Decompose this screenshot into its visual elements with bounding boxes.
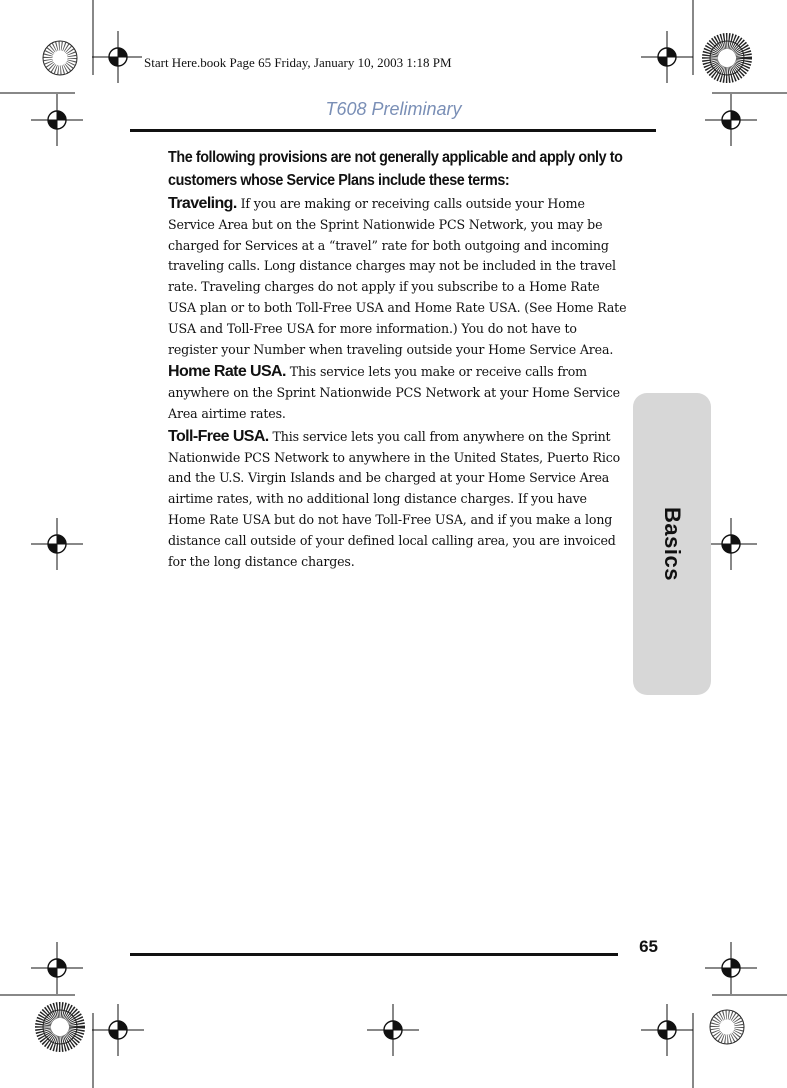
registration-mark-icon <box>367 1004 419 1056</box>
registration-mark-icon <box>31 518 83 570</box>
traveling-paragraph <box>168 194 628 360</box>
home-rate-body: This service lets you make or receive calls from anywhere on the Sprint Nationwide PCS Network at your Home Service Area airtime rates. <box>168 364 620 421</box>
star-target-icon <box>710 1010 744 1044</box>
page-number: 65 <box>639 937 658 956</box>
intro-paragraph: The following provisions are not generally applicable and apply only to customers whose Service Plans include these terms: <box>168 149 623 189</box>
footer-rule <box>130 953 618 956</box>
section-tab-label: Basics <box>660 507 685 581</box>
registration-mark-icon <box>92 1004 144 1056</box>
page-body <box>168 146 628 574</box>
registration-mark-icon <box>641 1004 693 1056</box>
registration-mark-icon <box>31 942 83 994</box>
registration-mark-icon <box>705 518 757 570</box>
star-target-icon <box>710 41 744 75</box>
star-target-icon <box>43 1010 77 1044</box>
home-rate-heading: Home Rate USA. <box>168 363 286 381</box>
registration-mark-icon <box>641 31 693 83</box>
star-target-icon <box>43 41 77 75</box>
header-rule <box>130 129 656 132</box>
preliminary-watermark: T608 Preliminary <box>325 99 462 119</box>
toll-free-paragraph <box>168 427 628 573</box>
registration-mark-icon <box>92 31 144 83</box>
print-slug: Start Here.book Page 65 Friday, January 10, 2003 1:18 PM <box>144 55 452 70</box>
toll-free-body: This service lets you call from anywhere on the Sprint Nationwide PCS Network to anywhere in the United States, Puerto Rico and the U.S. Virgin Islands and be charged at your Home Service Area airtime rates, with no additional long distance charges. If you have Home Rate USA but do not have Toll-Free USA, and if you make a long distance call outside of your defined local calling area, you are invoiced for the long distance charges. <box>168 428 621 569</box>
traveling-heading: Traveling. <box>168 195 237 212</box>
registration-mark-icon <box>705 942 757 994</box>
toll-free-heading: Toll-Free USA. <box>168 427 269 445</box>
home-rate-paragraph <box>168 362 628 424</box>
traveling-body: If you are making or receiving calls outside your Home Service Area but on the Sprint Nationwide PCS Network, you may be charged for Services at a “travel” rate for both outgoing and incoming traveling calls. Long distance charges may not be included in the travel rate. Traveling charges do not apply if you subscribe to a Home Rate USA plan or to both Toll-Free USA and Home Rate USA. (See Home Rate USA and Toll-Free USA for more information.) You do not have to register your Number when traveling outside your Home Service Area. <box>168 196 627 357</box>
